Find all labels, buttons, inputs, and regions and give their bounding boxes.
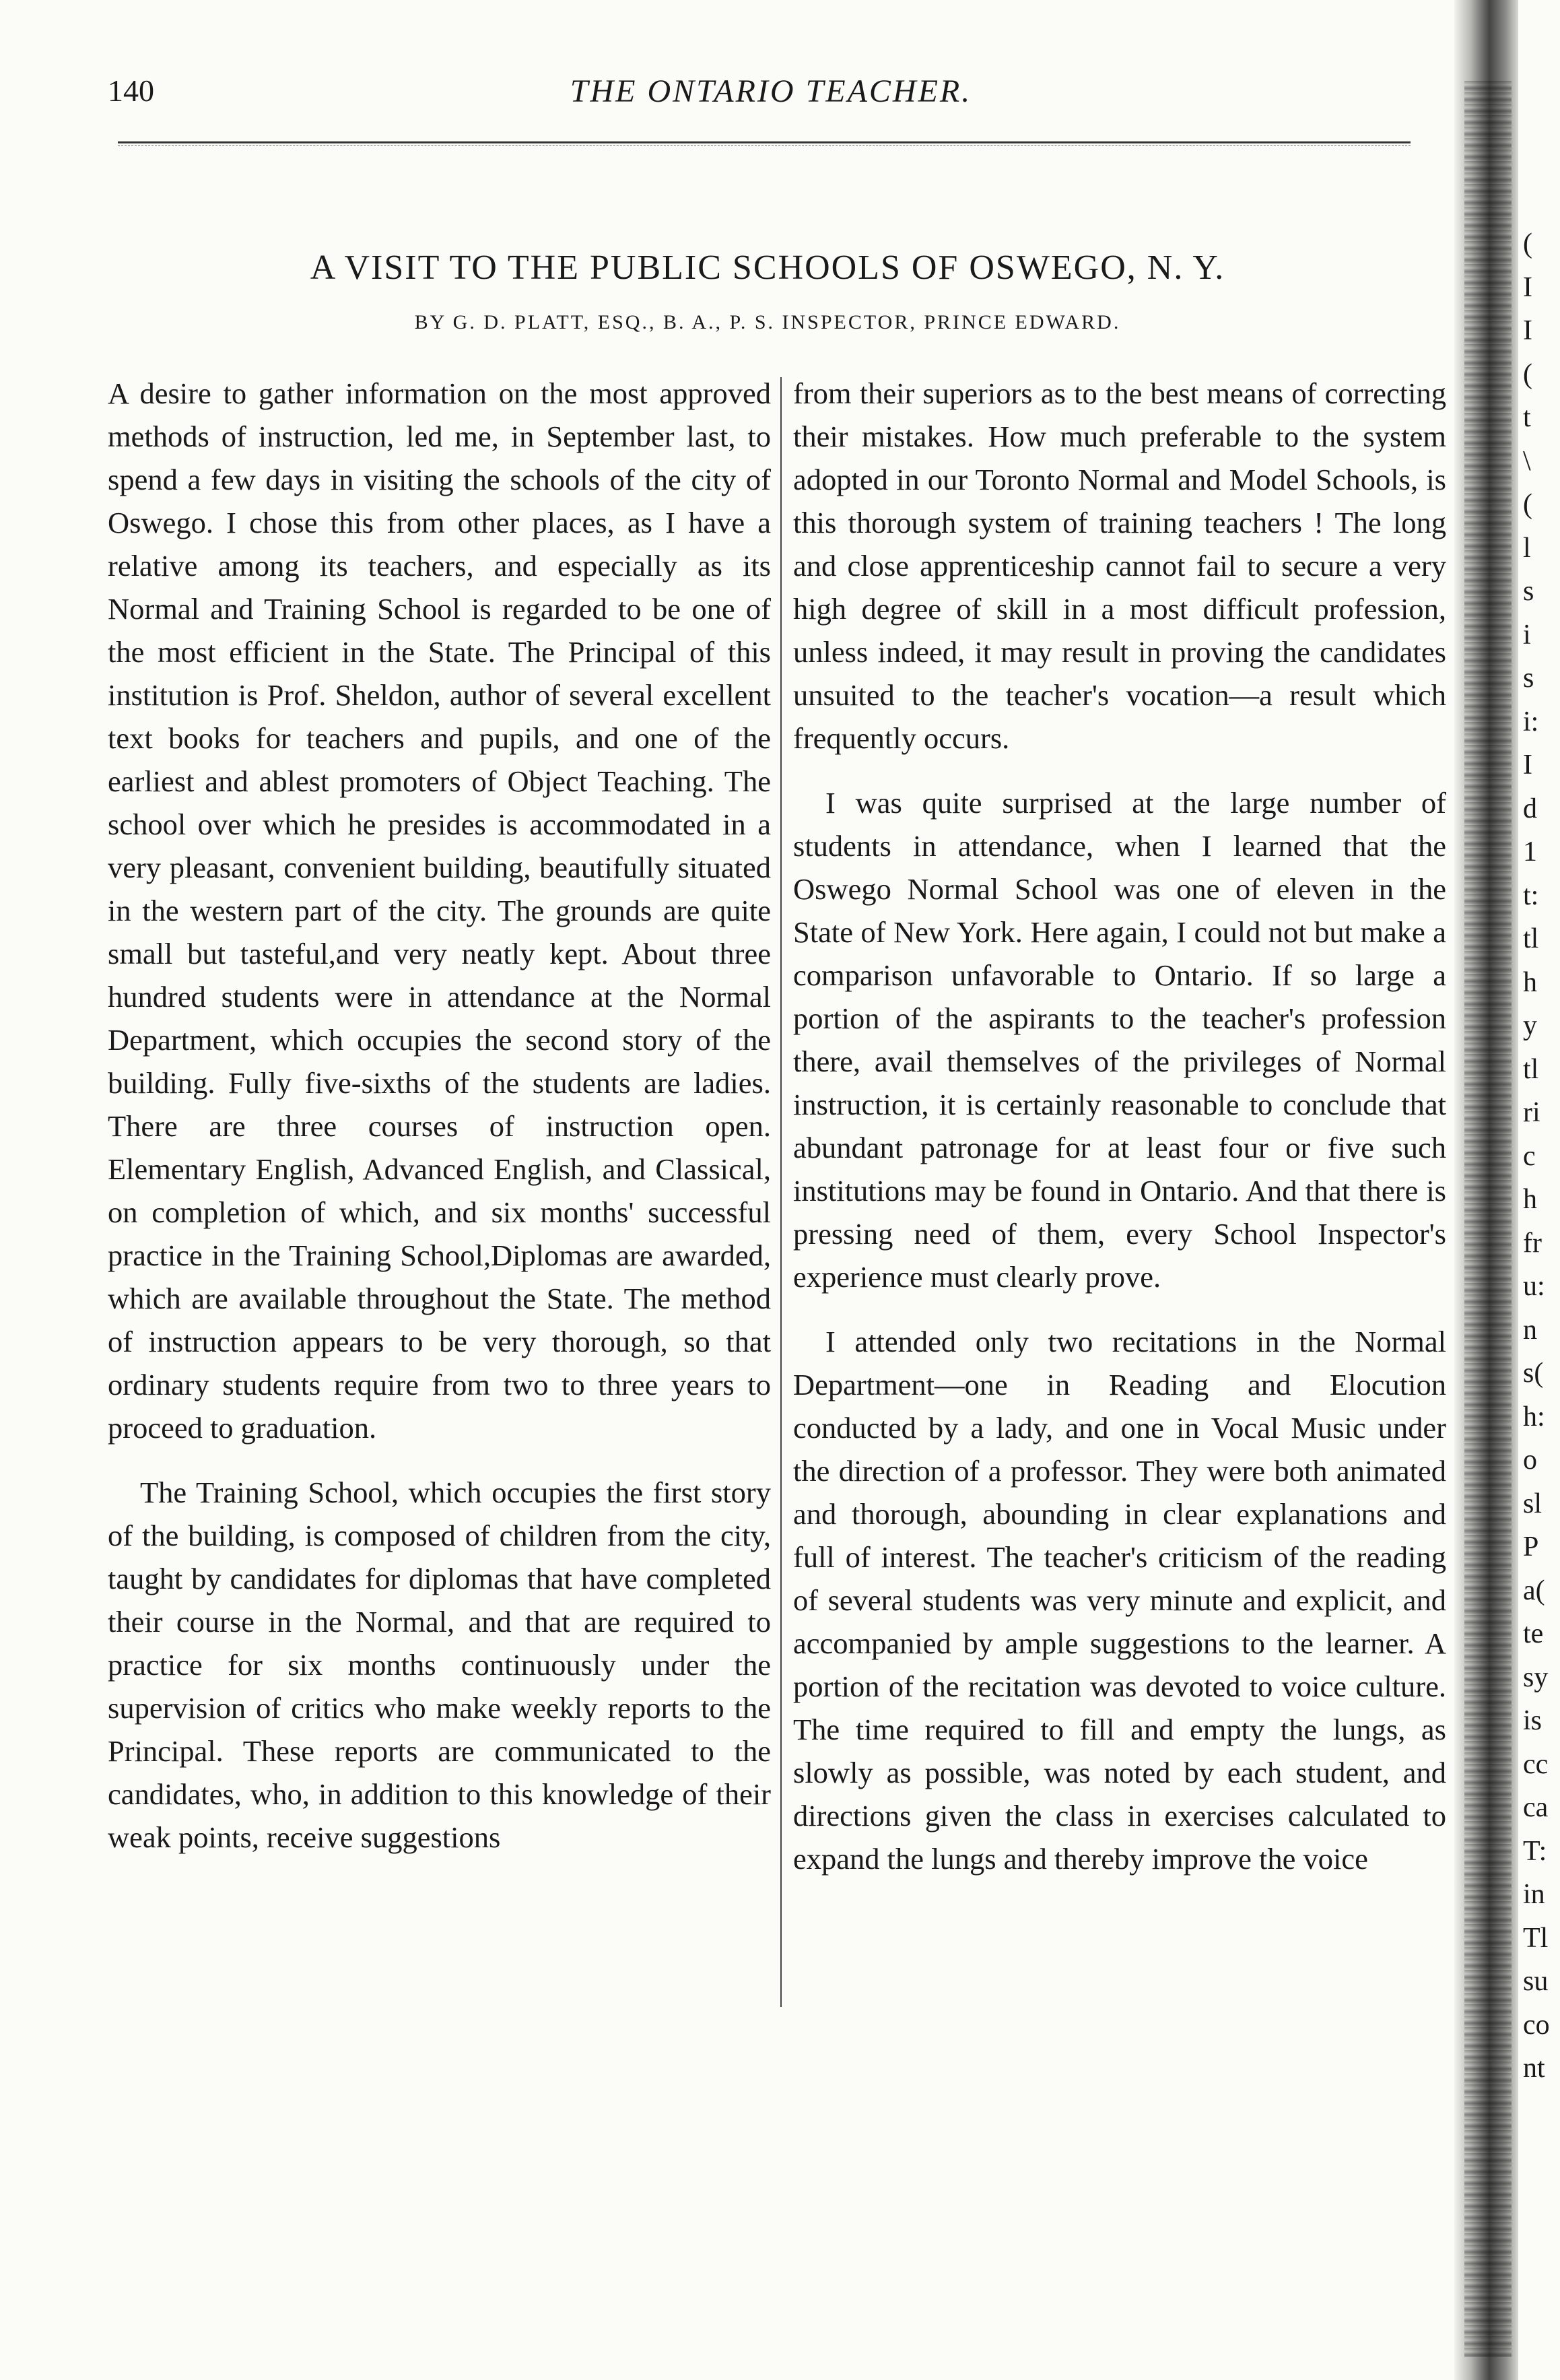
margin-fragment: ca: [1523, 1792, 1549, 1823]
column-divider: [780, 377, 782, 2007]
left-paragraph-2: The Training School, which occupies the first story of the building, is composed of children from the city, taught by candidates for diplomas that have completed their course in the Normal, and that are required to practice for six months continuously under the supervision of critics who make weekly reports to the Principal. These reports are communicated to the candidates, who, in addition to this knowledge of their weak points, receive suggestions: [108, 1476, 771, 1854]
margin-fragment: te: [1523, 1618, 1544, 1649]
margin-fragment: ri: [1523, 1097, 1540, 1128]
margin-fragment: I: [1523, 750, 1532, 781]
margin-fragment: a(: [1523, 1575, 1545, 1606]
binding-texture: [1464, 81, 1512, 2357]
margin-fragment: in: [1523, 1879, 1545, 1910]
margin-fragment: tl: [1523, 1053, 1539, 1085]
margin-fragment: sl: [1523, 1488, 1542, 1519]
left-column: [108, 372, 771, 1859]
margin-fragment: fr: [1523, 1227, 1542, 1259]
margin-fragment: (: [1523, 489, 1532, 520]
margin-fragment: co: [1523, 2009, 1550, 2041]
margin-fragment: y: [1523, 1010, 1537, 1041]
running-title: THE ONTARIO TEACHER.: [570, 73, 972, 109]
margin-fragment: is: [1523, 1705, 1542, 1736]
margin-fragment: su: [1523, 1966, 1549, 1997]
margin-fragment: (: [1523, 358, 1532, 390]
margin-fragment: o: [1523, 1445, 1537, 1476]
article-title: A VISIT TO THE PUBLIC SCHOOLS OF OSWEGO, N. Y.: [310, 249, 1225, 287]
margin-fragment: I: [1523, 315, 1532, 346]
margin-fragment: h:: [1523, 1401, 1545, 1432]
margin-fragment: 1: [1523, 836, 1537, 867]
margin-fragment: h: [1523, 1184, 1537, 1215]
margin-fragment: l: [1523, 532, 1531, 564]
margin-fragment: nt: [1523, 2053, 1545, 2084]
margin-fragment: P: [1523, 1531, 1539, 1562]
running-header: [108, 73, 1434, 133]
right-paragraph-2: I was quite surprised at the large number of students in attendance, when I learned that the Oswego Normal School was one of eleven in the State of New York. Here again, I could not but make a comparison unfavorable to Ontario. If so large a portion of the aspirants to the teacher's profession there, avail themselves of the privileges of Normal instruction, it is certainly reasonable to conclude that abundant patronage for at least four or five such institutions may be found in Ontario. And that there is pressing need of them, every School Inspector's experience must clearly prove.: [793, 786, 1446, 1294]
margin-fragment: s: [1523, 576, 1534, 607]
header-rule-secondary: [118, 145, 1411, 146]
margin-fragment: s(: [1523, 1358, 1544, 1389]
margin-fragment: i:: [1523, 706, 1539, 737]
margin-fragment: d: [1523, 793, 1537, 824]
margin-fragment: Tl: [1523, 1922, 1549, 1954]
margin-fragment: tl: [1523, 923, 1539, 954]
margin-fragment: sy: [1523, 1661, 1549, 1693]
right-paragraph-1: from their superiors as to the best means of correcting their mistakes. How much preferable to the system adopted in our Toronto Normal and Model Schools, is this thorough system of training teachers ! The long and close apprenticeship cannot fail to secure a very high degree of skill in a most difficult profession, unless indeed, it may result in proving the candidates unsuited to the teacher's vocation—a result which frequently occurs.: [793, 376, 1446, 755]
header-rule: [118, 141, 1411, 143]
margin-fragment: s: [1523, 663, 1534, 694]
margin-fragment: u:: [1523, 1271, 1545, 1302]
margin-fragment: c: [1523, 1140, 1536, 1172]
page-number: 140: [108, 73, 154, 108]
article-byline: BY G. D. PLATT, ESQ., B. A., P. S. INSPECTOR, PRINCE EDWARD.: [414, 311, 1121, 333]
right-column: [793, 372, 1446, 1880]
margin-fragment: t: [1523, 402, 1531, 433]
margin-fragment: t:: [1523, 880, 1539, 911]
margin-fragment: h: [1523, 966, 1537, 998]
margin-fragment: (: [1523, 228, 1532, 259]
margin-fragment: cc: [1523, 1748, 1549, 1780]
margin-fragment: \: [1523, 445, 1531, 477]
margin-fragment: T:: [1523, 1835, 1547, 1867]
margin-fragment: i: [1523, 619, 1531, 651]
right-paragraph-3: I attended only two recitations in the Normal Department—one in Reading and Elocution conducted by a lady, and one in Vocal Music under the direction of a professor. They were both animated and thorough, abounding in clear explanations and full of interest. The teacher's criticism of the reading of several students was very minute and explicit, and accompanied by ample suggestions to the learner. A portion of the recitation was devoted to voice culture. The time required to fill and empty the lungs, as slowly as possible, was noted by each student, and directions given the class in exercises calculated to expand the lungs and thereby improve the voice: [793, 1325, 1446, 1876]
margin-fragment: n: [1523, 1314, 1537, 1346]
left-paragraph-1: A desire to gather information on the most approved methods of instruction, led me, in September last, to spend a few days in visiting the schools of the city of Oswego. I chose this from other places, as I have a relative among its teachers, and especially as its Normal and Training School is regarded to be one of the most efficient in the State. The Principal of this institution is Prof. Sheldon, author of several excellent text books for teachers and pupils, and one of the earliest and ablest promoters of Object Teaching. The school over which he presides is accommodated in a very pleasant, convenient building, beautifully situated in the western part of the city. The grounds are quite small but tasteful,and very neatly kept. About three hundred students were in attendance at the Normal Department, which occupies the second story of the building. Fully five-sixths of the students are ladies. There are three courses of instruction open. Elementary English, Advanced English, and Classical, on completion of which, and six months' successful practice in the Training School,Diplomas are awarded, which are available throughout the State. The method of instruction appears to be very thorough, so that ordinary students require from two to three years to proceed to graduation.: [108, 376, 771, 1445]
margin-fragment: I: [1523, 271, 1532, 303]
